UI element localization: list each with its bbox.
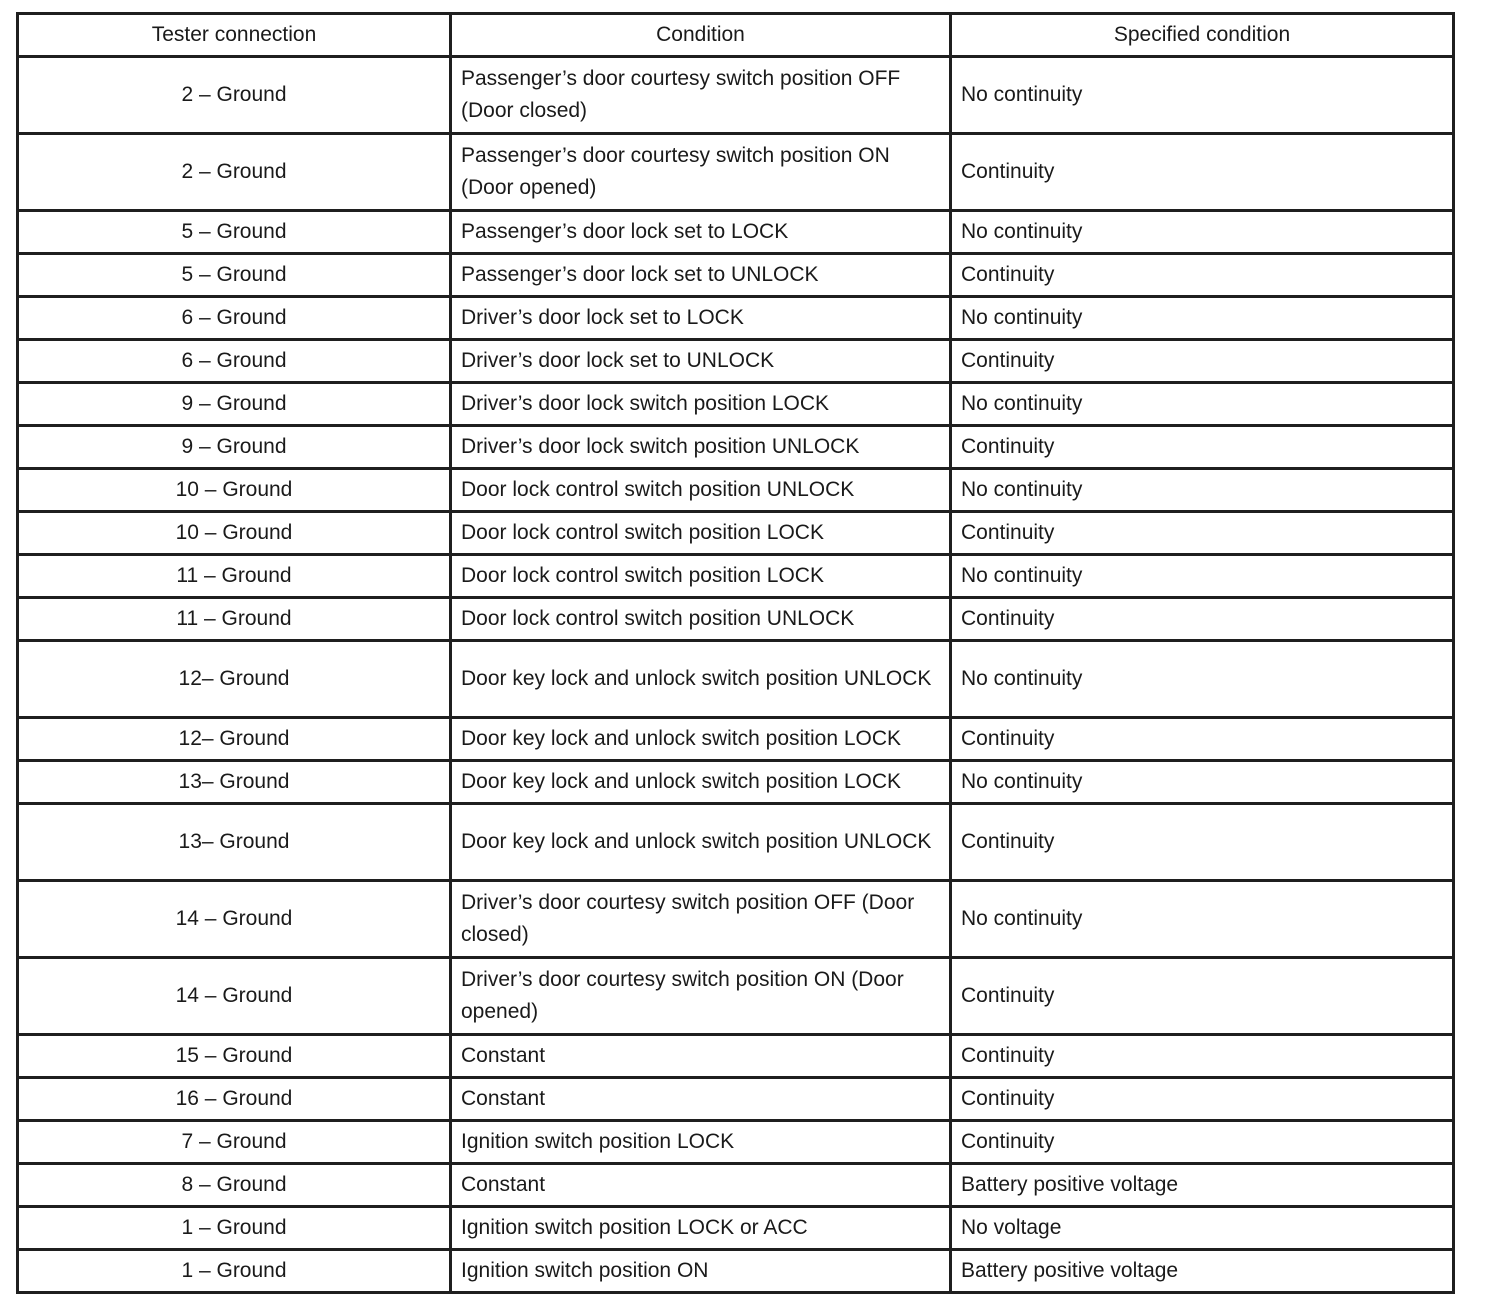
tester-cell: 2 – Ground [18,134,451,211]
specified-cell: No continuity [951,761,1454,804]
tester-cell: 1 – Ground [18,1207,451,1250]
condition-cell: Ignition switch position LOCK [451,1121,951,1164]
specified-cell: No continuity [951,297,1454,340]
specified-cell: Continuity [951,426,1454,469]
condition-cell: Door lock control switch position LOCK [451,555,951,598]
tester-cell: 6 – Ground [18,340,451,383]
specified-cell: No continuity [951,211,1454,254]
table-row [18,1250,1454,1293]
specified-cell: Continuity [951,598,1454,641]
table-row [18,1121,1454,1164]
specified-cell: Continuity [951,1121,1454,1164]
condition-cell: Driver’s door lock set to LOCK [451,297,951,340]
specified-cell: No continuity [951,57,1454,134]
tester-cell: 13– Ground [18,761,451,804]
table-row [18,57,1454,134]
condition-cell: Ignition switch position ON [451,1250,951,1293]
tester-cell: 15 – Ground [18,1035,451,1078]
tester-cell: 7 – Ground [18,1121,451,1164]
table-row [18,254,1454,297]
condition-cell: Door lock control switch position UNLOCK [451,598,951,641]
condition-cell: Ignition switch position LOCK or ACC [451,1207,951,1250]
specified-cell: Continuity [951,134,1454,211]
table-row [18,512,1454,555]
condition-cell: Driver’s door lock set to UNLOCK [451,340,951,383]
table-row [18,761,1454,804]
tester-cell: 16 – Ground [18,1078,451,1121]
table-row [18,1035,1454,1078]
specified-cell: Continuity [951,254,1454,297]
condition-cell: Constant [451,1164,951,1207]
tester-cell: 11 – Ground [18,598,451,641]
condition-cell: Driver’s door courtesy switch position ON (Door opened) [451,958,951,1035]
tester-cell: 1 – Ground [18,1250,451,1293]
tester-cell: 2 – Ground [18,57,451,134]
table-row [18,555,1454,598]
table-row [18,718,1454,761]
specified-cell: Continuity [951,512,1454,555]
tester-cell: 5 – Ground [18,211,451,254]
condition-cell: Passenger’s door courtesy switch position OFF (Door closed) [451,57,951,134]
condition-cell: Passenger’s door lock set to LOCK [451,211,951,254]
condition-cell: Driver’s door courtesy switch position OFF (Door closed) [451,881,951,958]
table-row [18,340,1454,383]
condition-cell: Door key lock and unlock switch position LOCK [451,761,951,804]
condition-cell: Door key lock and unlock switch position UNLOCK [451,641,951,718]
specified-cell: Continuity [951,1078,1454,1121]
condition-cell: Constant [451,1035,951,1078]
specified-cell: No continuity [951,641,1454,718]
tester-cell: 5 – Ground [18,254,451,297]
table-row [18,297,1454,340]
tester-cell: 10 – Ground [18,469,451,512]
specified-cell: Continuity [951,340,1454,383]
specified-cell: Continuity [951,1035,1454,1078]
table-row [18,881,1454,958]
table-row [18,469,1454,512]
specified-cell: Battery positive voltage [951,1164,1454,1207]
tester-cell: 12– Ground [18,718,451,761]
header-condition: Condition [451,14,951,57]
condition-cell: Driver’s door lock switch position UNLOCK [451,426,951,469]
table-row [18,1207,1454,1250]
specified-cell: No voltage [951,1207,1454,1250]
table-row [18,804,1454,881]
condition-cell: Constant [451,1078,951,1121]
specified-cell: No continuity [951,555,1454,598]
tester-cell: 11 – Ground [18,555,451,598]
table-row [18,641,1454,718]
specified-cell: Battery positive voltage [951,1250,1454,1293]
specified-cell: No continuity [951,383,1454,426]
condition-cell: Passenger’s door courtesy switch position ON (Door opened) [451,134,951,211]
tester-cell: 14 – Ground [18,881,451,958]
condition-cell: Door key lock and unlock switch position LOCK [451,718,951,761]
tester-cell: 9 – Ground [18,383,451,426]
header-tester-connection: Tester connection [18,14,451,57]
table-row [18,383,1454,426]
header-row [18,14,1454,57]
table-row [18,1164,1454,1207]
tester-cell: 12– Ground [18,641,451,718]
specified-cell: No continuity [951,881,1454,958]
condition-cell: Door lock control switch position LOCK [451,512,951,555]
tester-connection-table [16,12,1455,1294]
tester-cell: 10 – Ground [18,512,451,555]
tester-cell: 9 – Ground [18,426,451,469]
specified-cell: Continuity [951,958,1454,1035]
condition-cell: Driver’s door lock switch position LOCK [451,383,951,426]
condition-cell: Door key lock and unlock switch position UNLOCK [451,804,951,881]
tester-cell: 14 – Ground [18,958,451,1035]
specified-cell: No continuity [951,469,1454,512]
header-specified-condition: Specified condition [951,14,1454,57]
tester-cell: 8 – Ground [18,1164,451,1207]
condition-cell: Door lock control switch position UNLOCK [451,469,951,512]
condition-cell: Passenger’s door lock set to UNLOCK [451,254,951,297]
table-row [18,598,1454,641]
table-row [18,1078,1454,1121]
table-row [18,134,1454,211]
tester-cell: 6 – Ground [18,297,451,340]
table-row [18,958,1454,1035]
tester-cell: 13– Ground [18,804,451,881]
table-row [18,426,1454,469]
specified-cell: Continuity [951,804,1454,881]
table-row [18,211,1454,254]
specified-cell: Continuity [951,718,1454,761]
